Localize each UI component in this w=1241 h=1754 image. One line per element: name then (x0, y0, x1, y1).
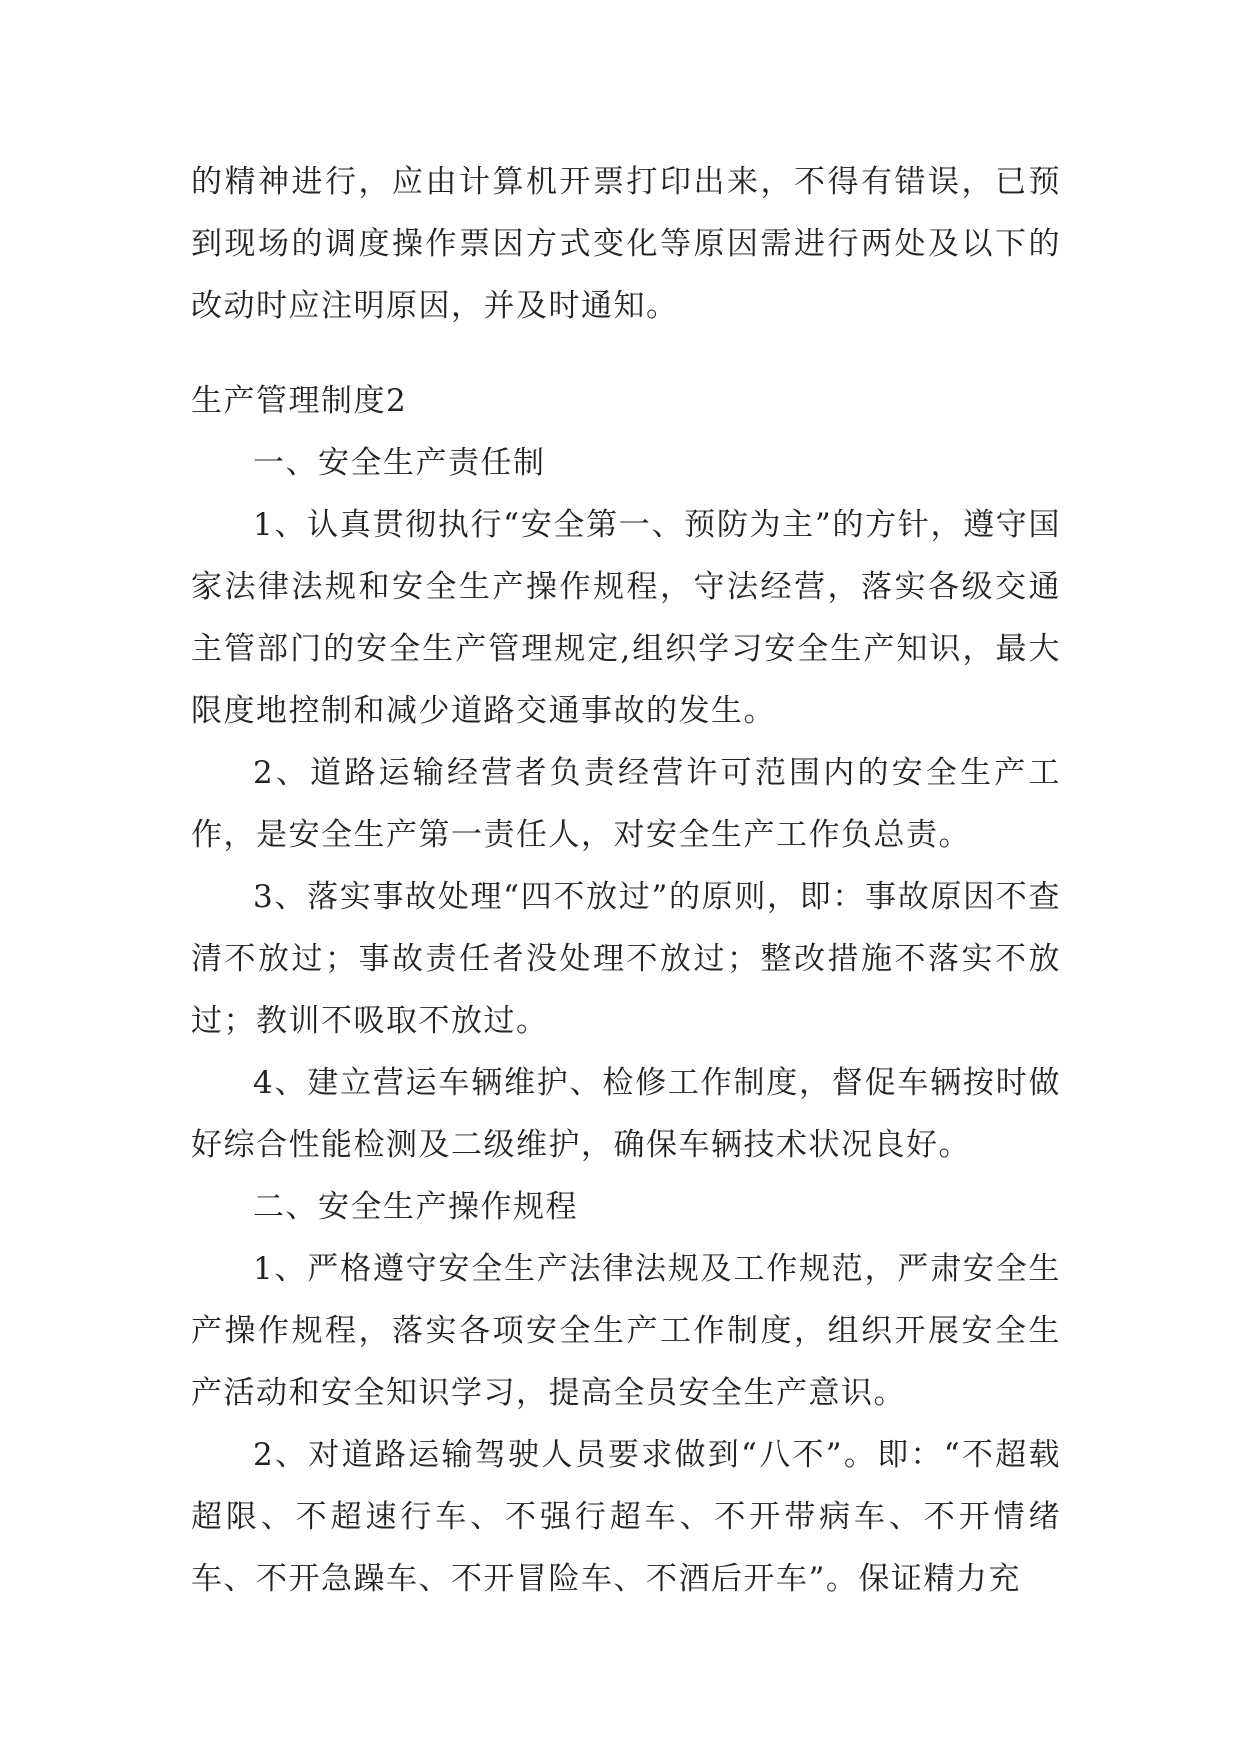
paragraph-item-1: 1、认真贯彻执行“安全第一、预防为主”的方针，遵守国家法律法规和安全生产操作规程，守法经营，落实各级交通主管部门的安全生产管理规定,组织学习安全生产知识，最大限度地控制和减少道路交通事故的发生。 (191, 507, 1061, 729)
paragraph-rule-1: 1、严格遵守安全生产法律法规及工作规范，严肃安全生产操作规程，落实各项安全生产工作制度，组织开展安全生产活动和安全知识学习，提高全员安全生产意识。 (191, 1251, 1061, 1411)
paragraph-continuation: 的精神进行，应由计算机开票打印出来，不得有错误，已预到现场的调度操作票因方式变化等原因需进行两处及以下的改动时应注明原因，并及时通知。 (191, 164, 1061, 324)
document-body (191, 151, 1061, 1610)
paragraph-item-3: 3、落实事故处理“四不放过”的原则，即：事故原因不查清不放过；事故责任者没处理不放过；整改措施不落实不放过；教训不吸取不放过。 (191, 879, 1061, 1039)
section-title: 生产管理制度2 (191, 383, 408, 419)
paragraph-rule-2: 2、对道路运输驾驶人员要求做到“八不”。即：“不超载超限、不超速行车、不强行超车、不开带病车、不开情绪车、不开急躁车、不开冒险车、不酒后开车”。保证精力充 (191, 1437, 1061, 1597)
subheading-safety-responsibility: 一、安全生产责任制 (253, 445, 546, 481)
paragraph-item-4: 4、建立营运车辆维护、检修工作制度，督促车辆按时做好综合性能检测及二级维护，确保车辆技术状况良好。 (191, 1065, 1061, 1163)
paragraph-item-2: 2、道路运输经营者负责经营许可范围内的安全生产工作，是安全生产第一责任人，对安全生产工作负总责。 (191, 755, 1061, 853)
subheading-operating-rules: 二、安全生产操作规程 (253, 1189, 578, 1225)
